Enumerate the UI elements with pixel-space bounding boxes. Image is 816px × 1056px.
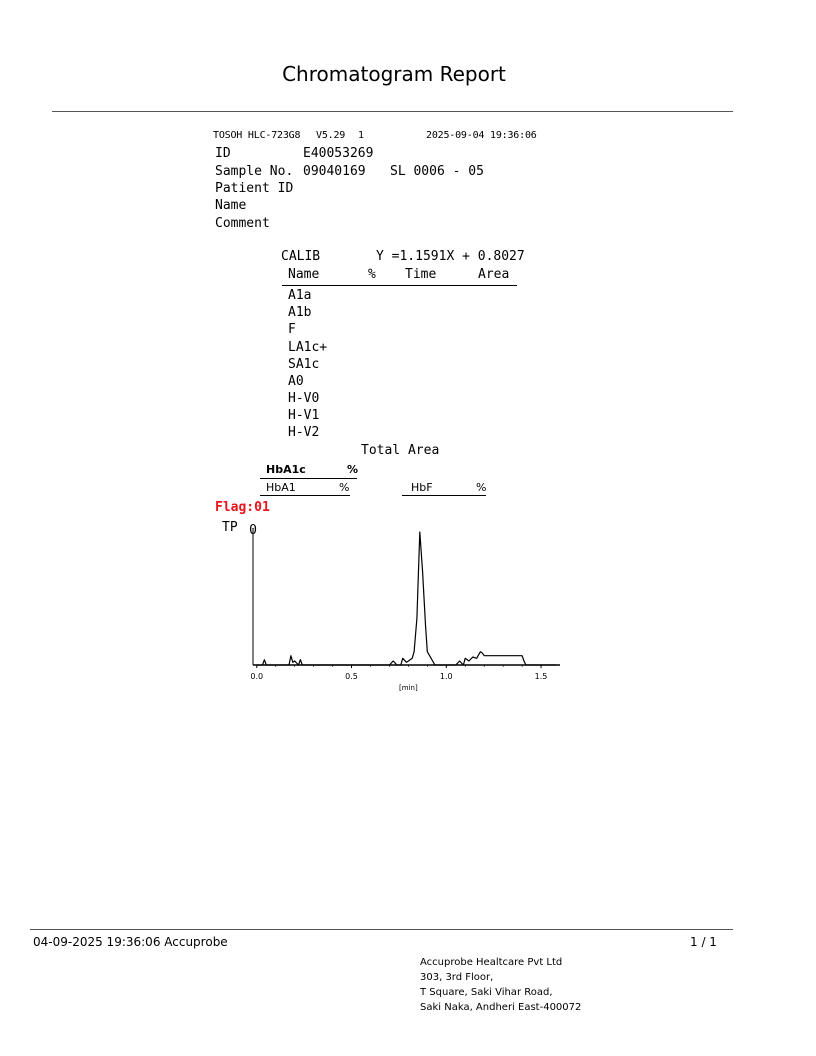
x-tick-label: 1.5 bbox=[534, 672, 548, 681]
instrument-unit: 1 bbox=[358, 130, 364, 141]
x-tick-label: 0.0 bbox=[250, 672, 264, 681]
id-value: E40053269 bbox=[303, 146, 374, 161]
address-line: Accuprobe Healtcare Pvt Ltd bbox=[420, 957, 563, 968]
comment-label: Comment bbox=[215, 216, 270, 231]
sample-no-label: Sample No. bbox=[215, 164, 294, 179]
x-tick-label: 1.0 bbox=[439, 672, 453, 681]
chromatogram-trace bbox=[257, 532, 556, 665]
table-row: A1a bbox=[288, 288, 312, 303]
x-tick-label: 0.5 bbox=[345, 672, 358, 681]
col-header-percent: % bbox=[368, 267, 376, 282]
patient-id-label: Patient ID bbox=[215, 181, 294, 196]
chart-axes bbox=[249, 523, 560, 665]
table-row: H-V1 bbox=[288, 408, 320, 423]
table-row: H-V2 bbox=[288, 425, 320, 440]
address-line: 303, 3rd Floor, bbox=[420, 972, 494, 983]
page-number: 1 / 1 bbox=[690, 935, 717, 949]
hba1-rule bbox=[260, 495, 350, 496]
col-header-area: Area bbox=[478, 267, 510, 282]
hba1c-rule bbox=[260, 478, 357, 479]
table-row: A0 bbox=[288, 374, 304, 389]
total-area-label: Total Area bbox=[361, 443, 440, 458]
sl-value: SL 0006 - 05 bbox=[390, 164, 484, 179]
x-axis-label: [min] bbox=[399, 684, 418, 692]
id-label: ID bbox=[215, 146, 231, 161]
col-header-name: Name bbox=[288, 267, 320, 282]
footer-timestamp: 04-09-2025 19:36:06 Accuprobe bbox=[33, 935, 228, 949]
name-label: Name bbox=[215, 198, 247, 213]
company-address bbox=[420, 955, 581, 1015]
col-header-time: Time bbox=[405, 267, 437, 282]
hbf-unit: % bbox=[476, 481, 487, 494]
instrument-model: TOSOH HLC-723G8 bbox=[213, 130, 301, 141]
instrument-version: V5.29 bbox=[316, 130, 346, 141]
table-row: F bbox=[288, 322, 296, 337]
table-row: A1b bbox=[288, 305, 312, 320]
hba1c-unit: % bbox=[347, 463, 359, 476]
calib-equation: Y =1.1591X + 0.8027 bbox=[376, 249, 525, 264]
address-line: Saki Naka, Andheri East-400072 bbox=[420, 1002, 582, 1013]
hbf-rule bbox=[402, 495, 486, 496]
header-divider bbox=[52, 111, 733, 112]
hba1-unit: % bbox=[339, 481, 350, 494]
chromatogram-chart bbox=[240, 520, 570, 700]
table-header-rule bbox=[282, 285, 517, 286]
chart-series bbox=[257, 532, 556, 665]
y-tick-label: 0 bbox=[249, 523, 257, 538]
hbf-label: HbF bbox=[411, 481, 433, 494]
table-row: LA1c+ bbox=[288, 340, 328, 355]
hba1c-label: HbA1c bbox=[266, 463, 306, 476]
sample-no-value: 09040169 bbox=[303, 164, 366, 179]
table-row: SA1c bbox=[288, 357, 320, 372]
footer-divider bbox=[30, 929, 733, 930]
address-line: T Square, Saki Vihar Road, bbox=[420, 987, 553, 998]
instrument-datetime: 2025-09-04 19:36:06 bbox=[426, 130, 537, 141]
flag-label: Flag:01 bbox=[215, 500, 270, 515]
page-title: Chromatogram Report bbox=[282, 62, 506, 86]
chart-ticks bbox=[250, 665, 547, 692]
y-axis-label: TP bbox=[222, 520, 238, 535]
calib-label: CALIB bbox=[281, 249, 321, 264]
table-row: H-V0 bbox=[288, 391, 320, 406]
hba1-label: HbA1 bbox=[266, 481, 296, 494]
